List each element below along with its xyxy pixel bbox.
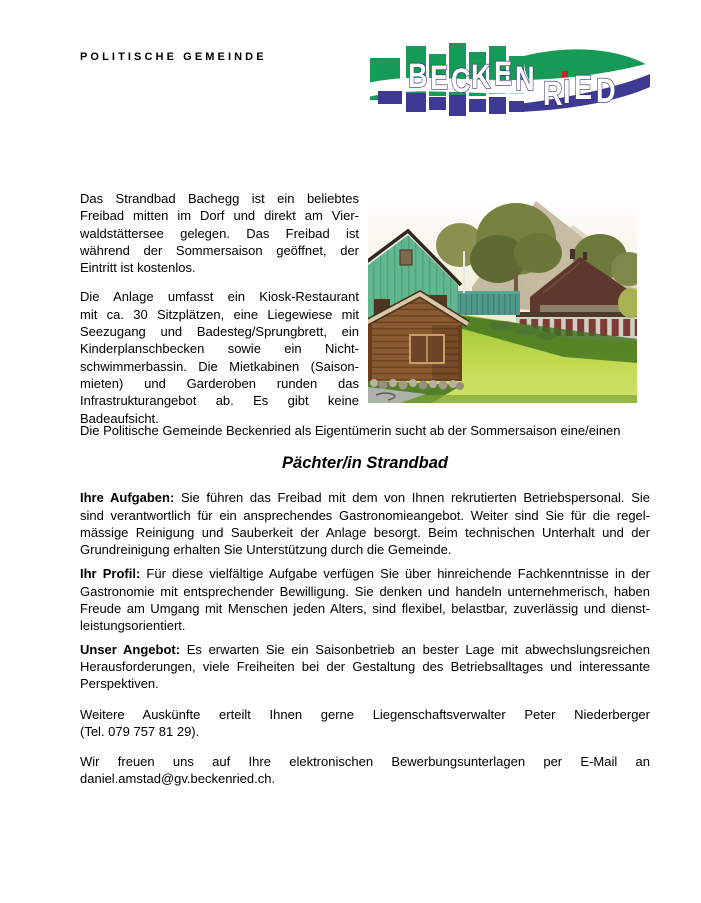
org-label: POLITISCHE GEMEINDE: [80, 51, 267, 63]
paragraph-aufgaben: [80, 489, 650, 558]
photo-pole: [463, 251, 465, 293]
paragraph-auskuenfte: [80, 706, 650, 741]
paragraph-anlage: [80, 288, 359, 426]
text-line: mieten) und Garderoben runden das: [80, 375, 359, 391]
text-line: Kinderplanschbecken sowie ein Nicht-: [80, 341, 359, 357]
text-line: Die Anlage umfasst ein Kiosk-Restaurant: [80, 289, 359, 305]
text-line: Wir freuen uns auf Ihre elektronischen Bewerbungsunterlagen per E-Mail an: [80, 754, 650, 770]
text-line: Das Strandbad Bachegg ist ein beliebtes: [80, 191, 359, 206]
paragraph-bewerbung: [80, 753, 650, 788]
text-line: Herausforderungen, viele Freiheiten bei der Gestaltung des Betriebsalltages und interessante: [80, 658, 650, 674]
text-line: Badeaufsicht.: [80, 410, 159, 426]
text-line: Perspektiven.: [80, 676, 159, 692]
text-line: schwimmerbassin. Die Mietkabinen (Saison-: [80, 358, 359, 374]
text-line: Infrastrukturangebot ab. Es gibt keine: [80, 393, 359, 409]
paragraph-strandbad: [80, 190, 359, 276]
paragraph-angebot: [80, 641, 650, 693]
text-line: Weitere Auskünfte erteilt Ihnen gerne Liegenschaftsverwalter Peter Niederberger: [80, 706, 650, 722]
logo-letter: R: [543, 74, 563, 113]
text-line: mit ca. 30 Sitzplätzen, eine Liegewiese mit: [80, 306, 359, 322]
photo-pool-fence: [458, 291, 520, 315]
logo-letter: B: [408, 56, 428, 95]
text-line: Eintritt ist kostenlos.: [80, 260, 196, 276]
text-line: Ihr Profil: Für diese vielfältige Aufgabe verfügen Sie über hinreichende Fachkenntnisse in der: [80, 566, 650, 582]
text-line: Gastronomie mit entsprechender Bewilligung. Sie denken und handeln unternehmerisch, haben: [80, 583, 650, 599]
logo-letter: E: [430, 58, 449, 97]
text-line: Freibad mitten im Dorf und direkt am Vier-: [80, 208, 359, 224]
logo-letter: E: [574, 68, 593, 107]
text-line: (Tel. 079 757 81 29).: [80, 723, 200, 739]
logo-letter: N: [515, 59, 535, 98]
text-line: während der Sommersaison geöffnet, der: [80, 242, 359, 258]
logo-letter: E: [494, 54, 513, 93]
text-line: Ihre Aufgaben: Sie führen das Freibad mit dem von Ihnen rekrutierten Betriebspersonal. Sie: [80, 490, 650, 506]
strandbad-photo: [368, 195, 637, 403]
text-line: Grundreinigung erhalten Sie Unterstützung durch die Gemeinde.: [80, 542, 452, 558]
intro-column: [80, 190, 359, 427]
logo-letter: C: [451, 61, 471, 100]
job-title: Pächter/in Strandbad: [282, 454, 448, 473]
logo-letter: D: [596, 71, 616, 110]
logo-letter: I: [563, 72, 571, 111]
paragraph-owner-seeks: [80, 422, 650, 439]
text-line: waldstättersee gelegen. Das Freibad ist: [80, 225, 359, 241]
text-line: Unser Angebot: Es erwarten Sie ein Saisonbetrieb an bester Lage mit abwechslungsreichen: [80, 641, 650, 657]
text-line: Seezugang und Badesteg/Sprungbrett, ein: [80, 324, 359, 340]
logo-letter: K: [471, 57, 491, 96]
main-text: [80, 422, 650, 788]
text-line: daniel.amstad@gv.beckenried.ch.: [80, 771, 276, 787]
beckenried-logo: [368, 42, 650, 118]
paragraph-profil: [80, 565, 650, 634]
text-line: sind verantwortlich für ein ansprechendes Gastronomieangebot. Weiter sind Sie für die regel-: [80, 507, 650, 523]
text-line: Die Politische Gemeinde Beckenried als Eigentümerin sucht ab der Sommersaison eine/einen: [80, 423, 621, 438]
text-line: Freude am Umgang mit Menschen jeden Alters, sind flexibel, belastbar, zuverlässig und dienst-: [80, 601, 650, 617]
text-line: mässige Reinigung und Sauberkeit der Anlage besorgt. Beim technischen Unterhalt und der: [80, 524, 650, 540]
photo-building-window: [400, 250, 412, 265]
text-line: leistungsorientiert.: [80, 618, 186, 634]
